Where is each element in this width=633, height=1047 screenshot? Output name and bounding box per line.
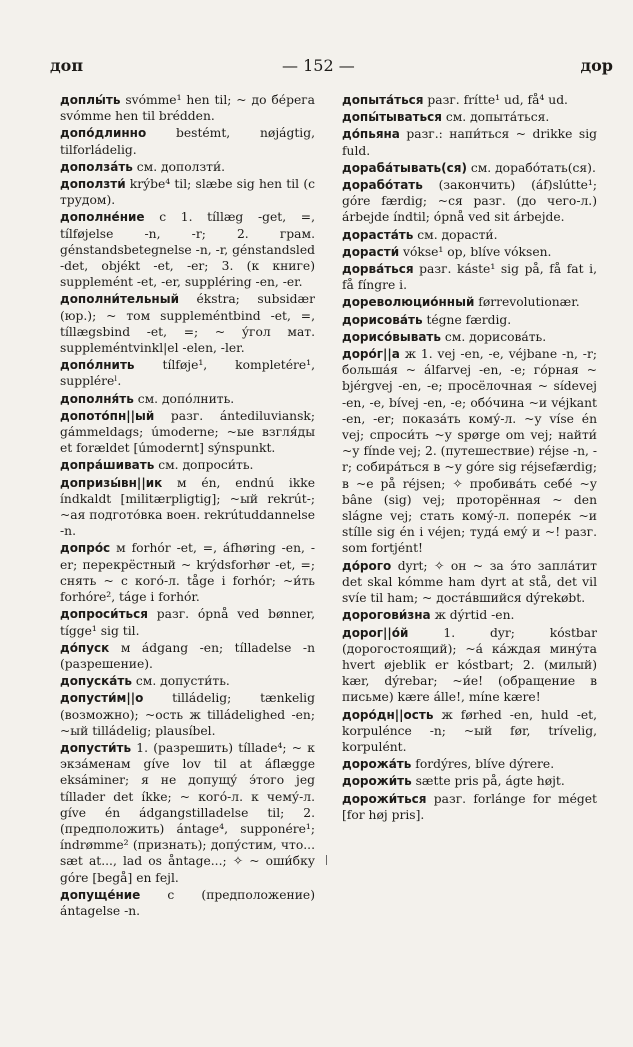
- dictionary-entry: [342, 177, 597, 226]
- dictionary-entry: [342, 92, 597, 108]
- dictionary-entry: [60, 125, 315, 157]
- dictionary-entry: [342, 227, 597, 243]
- entry-definition: см. дорасти́.: [413, 227, 498, 242]
- entry-definition: м én, endnú ikke índkaldt [militærpligtig]; ~ый rekrút-; ~ая подгото́вка воен. rekrútuddannelse -n.: [60, 475, 315, 539]
- entry-definition: см. допыта́ться.: [441, 110, 550, 125]
- entry-headword: допо́лнить: [60, 358, 135, 373]
- entry-definition: ж førhed -en, huld -et, korpulénce -n; ~ый før, trívelig, korpulént.: [342, 707, 597, 754]
- dictionary-entry: [342, 244, 597, 260]
- dictionary-entry: [342, 109, 597, 125]
- entry-headword: дорожа́ть: [342, 757, 412, 772]
- dictionary-entry: [342, 791, 597, 823]
- entry-headword: до́пьяна: [342, 127, 400, 142]
- entry-headword: допы́тываться: [342, 110, 442, 125]
- entry-headword: допыта́ться: [342, 93, 424, 107]
- column-divider: [326, 855, 327, 865]
- header-left-guideword: доп: [50, 56, 84, 75]
- dictionary-entry: [60, 740, 315, 886]
- entry-definition: førrevolutionær.: [474, 295, 580, 310]
- entry-headword: допусти́ть: [60, 740, 132, 755]
- dictionary-entry: [60, 887, 315, 919]
- entry-headword: дораста́ть: [342, 227, 414, 242]
- entry-headword: допризы́вн||ик: [60, 475, 163, 490]
- entry-definition: м ádgang -en; tílladelse -n (разрешение).: [60, 640, 315, 671]
- entry-headword: дорог||о́й: [342, 625, 409, 640]
- entry-headword: дополня́ть: [60, 391, 134, 406]
- dictionary-entry: [342, 773, 597, 789]
- entry-headword: доро́дн||ость: [342, 707, 434, 722]
- entry-headword: доплы́ть: [60, 93, 121, 107]
- entry-headword: допусти́м||о: [60, 691, 144, 706]
- dictionary-entry: [60, 540, 315, 605]
- entry-definition: ékstra; subsidær (юр.); ~ том suppleméntbind -et, =, tíllægsbind -et, =; ~ у́гол мат. suppleméntvinkl|el -elen, -ler.: [60, 292, 315, 356]
- entry-headword: дореволюцио́нный: [342, 295, 475, 310]
- entry-headword: дорва́ться: [342, 262, 414, 277]
- dictionary-entry: [60, 357, 315, 389]
- entry-headword: дорабо́тать: [342, 178, 423, 193]
- entry-headword: дорожи́ть: [342, 774, 412, 789]
- entry-definition: ж 1. vej -en, -e, véjbane -n, -r; больша́я ~ álfarvej -en, -e; го́рная ~ bjérgvej -en, -e; просёлочная ~ sídevej -en, -e, bívej -en, -e; обо́чина ~и véjkant -en, -er; показа́ть кому́-л. ~у víse én vej; спроси́ть ~у spørge om vej; найти́ ~у fínde vej; 2. (путешествие) réjse -n, -r; собира́ться в ~у góre sig réjsefærdig; в ~е på réjsen; ✧ пробива́ть себе́ ~у bâne (sig) vej; проторённая ~ den slágne vej; стать кому́-л. попере́к ~и stílle sig én i véjen; туда́ ему́ и ~! разг. som fortjént!: [342, 347, 597, 556]
- entry-headword: дорисова́ть: [342, 312, 423, 327]
- entry-headword: допроси́ться: [60, 607, 148, 622]
- dictionary-entry: [342, 126, 597, 158]
- entry-headword: доро́г||а: [342, 347, 400, 362]
- entry-definition: см. допроси́ть.: [154, 458, 254, 473]
- entry-definition: с (предположение) ántagelse -n.: [60, 887, 315, 918]
- page-header: [50, 56, 613, 80]
- entry-definition: svómme¹ hen til; ~ до бе́рега svómme hen til brédden.: [60, 93, 315, 124]
- dictionary-entry: [60, 690, 315, 739]
- entry-headword: дополни́тельный: [60, 292, 179, 307]
- entry-headword: допото́пн||ый: [60, 408, 155, 423]
- entry-definition: см. дорисова́ть.: [440, 329, 547, 344]
- dictionary-entry: [342, 707, 597, 756]
- dictionary-entry: [342, 346, 597, 557]
- dictionary-entry: [342, 294, 597, 310]
- entry-definition: см. дорабо́тать(ся).: [466, 160, 596, 175]
- dictionary-entry: [342, 329, 597, 345]
- entry-headword: допо́длинно: [60, 126, 147, 141]
- header-right-guideword: дор: [580, 56, 613, 75]
- entry-headword: дорогови́зна: [342, 608, 431, 623]
- entry-definition: krýbe⁴ til; slæbe sig hen til (с трудом).: [60, 177, 315, 208]
- dictionary-entry: [60, 92, 315, 124]
- entry-definition: (закончить) (áf)slútte¹; góre færdig; ~ся разг. (до чего-л.) árbejde índtil; ópnå ved sit árbejde.: [342, 178, 597, 225]
- entry-headword: дорасти́: [342, 244, 400, 259]
- entry-headword: дорисо́вывать: [342, 329, 441, 344]
- entry-headword: допуска́ть: [60, 674, 132, 689]
- entry-headword: до́пуск: [60, 640, 110, 655]
- dictionary-entry: [342, 261, 597, 293]
- dictionary-entry: [60, 176, 315, 208]
- entry-definition: разг. forlánge for méget [for høj pris].: [342, 791, 597, 822]
- dictionary-entry: [60, 408, 315, 457]
- entry-definition: vókse¹ op, blíve vóksen.: [399, 244, 552, 259]
- page-number: — 152 —: [282, 56, 355, 75]
- entry-definition: разг. ántediluviansk; gámmeldags; úmoderne; ~ые взгля́ды et forældet [úmodernt] sýnspunkt.: [60, 408, 315, 456]
- entry-headword: дополне́ние: [60, 210, 145, 225]
- dictionary-entry: [342, 625, 597, 706]
- entry-headword: дорожи́ться: [342, 791, 427, 806]
- entry-definition: с 1. tíllæg -get, =, tílføjelse -n, -r; 2. грам. génstandsbetegnelse -n, -r, génstandsled -det, objékt -et, -er; 3. (к книге) supplemént -et, -er, suppléring -en, -er.: [60, 210, 315, 290]
- entry-definition: dyrt; ✧ он ~ за э́то запла́тит det skal kómme ham dyrt at stå, det vil svíe til ham; ~ доста́вшийся dýrekøbt.: [342, 558, 597, 606]
- entry-headword: доползáть: [60, 159, 133, 174]
- entry-definition: разг. ópnå ved bønner, tígge¹ sig til.: [60, 607, 315, 638]
- dictionary-entry: [60, 391, 315, 407]
- dictionary-entry: [60, 640, 315, 672]
- right-column: [342, 92, 597, 824]
- entry-definition: bestémt, nøjágtig, tilforládelig.: [60, 126, 315, 157]
- dictionary-entry: [342, 558, 597, 607]
- entry-definition: см. допусти́ть.: [131, 674, 230, 689]
- entry-headword: дораба́тывать(ся): [342, 160, 467, 175]
- dictionary-entry: [60, 291, 315, 356]
- entry-headword: допра́шивать: [60, 458, 155, 473]
- dictionary-entry: [60, 457, 315, 473]
- entry-definition: разг. frítte¹ ud, få⁴ ud.: [423, 93, 568, 107]
- entry-definition: 1. dyr; kóstbar (дорогостоящий); ~а́ ка́ждая мину́та hvert øjeblik er kóstbart; 2. (милый) kær, dýrebar; ~и́е! (обращение в письме) kære álle!, míne kære!: [342, 625, 597, 705]
- entry-headword: доползти́: [60, 177, 126, 192]
- left-column: [60, 92, 315, 920]
- dictionary-entry: [60, 673, 315, 689]
- entry-headword: до́рого: [342, 558, 392, 573]
- entry-definition: sætte pris på, ágte højt.: [411, 774, 565, 789]
- dictionary-entry: [60, 159, 315, 175]
- entry-headword: допуще́ние: [60, 887, 141, 902]
- dictionary-entry: [60, 606, 315, 638]
- entry-definition: tilládelig; tænkelig (возможно); ~ость ж tilládelighed -en; ~ый tilládelig; plausíbel.: [60, 691, 315, 738]
- entry-definition: см. доползти́.: [132, 159, 226, 174]
- dictionary-entry: [342, 312, 597, 328]
- entry-headword: допро́с: [60, 541, 111, 556]
- entry-definition: tílføje¹, kompletére¹, suppléreˡ.: [60, 358, 315, 389]
- entry-definition: tégne færdig.: [422, 312, 512, 327]
- dictionary-entry: [60, 475, 315, 540]
- dictionary-entry: [342, 756, 597, 772]
- entry-definition: м forhór -et, =, áfhøring -en, -er; перекрёстный ~ krýdsforhør -et, =; снять ~ с кого́-л. tåge i forhór; ~и́ть forhóre², táge i forhór.: [60, 541, 315, 605]
- entry-definition: fordýres, blíve dýrere.: [411, 757, 555, 772]
- entry-definition: 1. (разрешить) tíllade⁴; ~ к экза́менам gíve lov til at áflægge eksáminer; я не допущу́ э́того jeg tíllader det íkke; ~ кого́-л. к чему́-л. gíve én ádgangstilladelse til; 2. (предположить) ántage⁴, supponére¹; índrømme² (признать); допу́стим, что... sæt at..., lad os åntage...; ✧ ~ оши́бку góre [begå] en fejl.: [60, 740, 315, 885]
- dictionary-entry: [60, 209, 315, 290]
- dictionary-entry: [342, 160, 597, 176]
- entry-definition: разг.: напи́ться ~ drikke sig fuld.: [342, 127, 597, 158]
- entry-definition: ж dýrtid -en.: [430, 608, 515, 623]
- entry-definition: разг. káste¹ sig på, få fat i, få fíngre i.: [342, 262, 597, 293]
- dictionary-entry: [342, 607, 597, 623]
- entry-definition: см. допо́лнить.: [133, 391, 235, 406]
